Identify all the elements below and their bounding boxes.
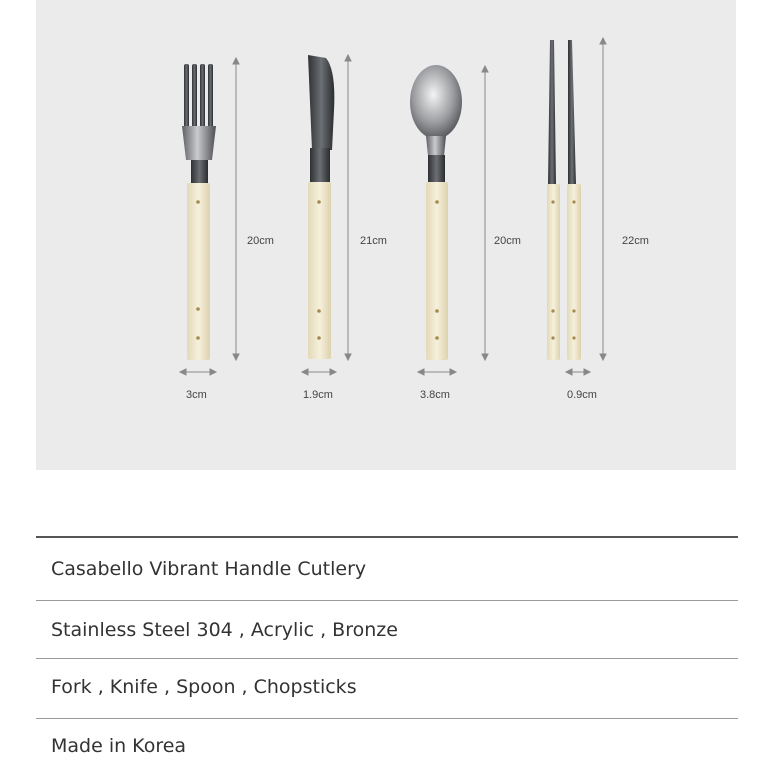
chopsticks-height-label: 22cm xyxy=(622,235,649,247)
knife-height-label: 21cm xyxy=(360,235,387,247)
fork-width-label: 3cm xyxy=(186,389,207,401)
material-text: Stainless Steel 304 , Acrylic , Bronze xyxy=(51,619,398,641)
chopsticks-width-label: 0.9cm xyxy=(567,389,597,401)
product-photo xyxy=(36,0,736,470)
knife-width-label: 1.9cm xyxy=(303,389,333,401)
row-divider xyxy=(36,658,738,659)
table-top-divider xyxy=(36,536,738,538)
row-divider xyxy=(36,600,738,601)
product-name: Casabello Vibrant Handle Cutlery xyxy=(51,558,367,580)
knife xyxy=(308,55,334,359)
fork-height-label: 20cm xyxy=(247,235,274,247)
width-arrows xyxy=(180,369,590,375)
spoon-width-label: 3.8cm xyxy=(420,389,450,401)
row-divider xyxy=(36,718,738,719)
chopsticks xyxy=(547,40,581,360)
origin-text: Made in Korea xyxy=(51,735,187,757)
fork xyxy=(182,64,216,360)
spoon xyxy=(410,65,462,360)
set-contents-text: Fork , Knife , Spoon , Chopsticks xyxy=(51,676,357,698)
spoon-height-label: 20cm xyxy=(494,235,521,247)
